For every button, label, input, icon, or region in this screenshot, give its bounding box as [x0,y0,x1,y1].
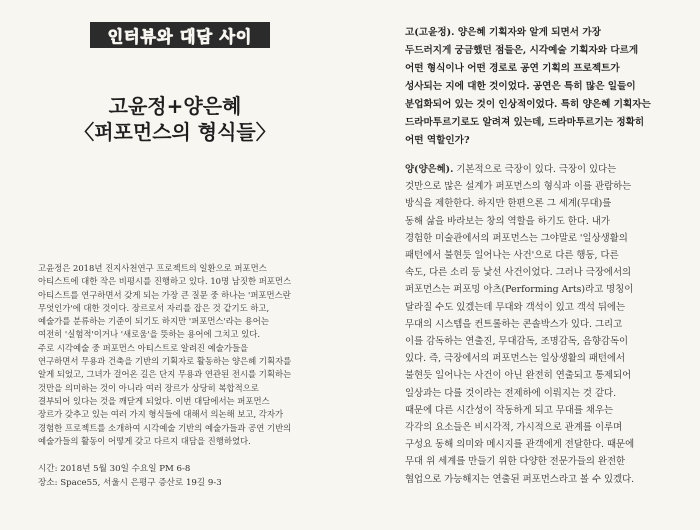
answer-line: 동해 삶을 바라보는 창의 역할을 하기도 한다. 내가 [405,215,610,227]
page-title: 고윤정+양은혜 [108,94,242,118]
answer-speaker: 양(양은혜). [405,164,454,175]
event-place: 장소: Space55, 서울시 은평구 증산로 19길 9-3 [38,478,222,488]
intro-line: 무엇인가'에 대한 것이다. 장르로서 자리를 잡은 것 같기도 하고, [38,302,270,313]
answer-line: 불현듯 일어나는 사건이 아닌 완전히 연출되고 통제되어 [405,370,632,382]
answer-line: 패턴에서 불현듯 일어나는 사건'으로 다른 행동, 다른 [405,250,619,262]
answer-line: 무대 위 세계를 만들기 위한 다양한 전문가들의 완전한 [405,456,626,468]
answer-line: 있다. 즉, 극장에서의 퍼포먼스는 일상생활의 패턴에서 [405,353,626,365]
answer-line: 속도, 다른 소리 등 낯선 사건이었다. 그러나 극장에서의 [405,267,632,279]
question-line: 성사되는 지에 대한 것이었다. 공연은 특히 많은 일들이 [405,81,636,92]
intro-line: 아티스트에 대한 작은 비평시를 진행하고 있다. 10명 남짓한 퍼포먼스 [38,276,292,287]
answer-line: 것만으로 많은 설계가 퍼포먼스의 형식과 이를 관람하는 [405,181,632,193]
intro-line: 주로 시각예술 중 퍼포먼스 아티스트로 알려진 예술가들을 [38,342,249,353]
section-banner [90,22,270,48]
question-line: 드라마투르기로도 알려져 있는데, 드라마투르기는 정확히 [405,117,645,128]
answer-paragraph [405,161,675,488]
answer-line: 무대의 시스템을 컨트롤하는 콘솔박스가 있다. 그리고 [405,318,623,330]
answer-line: 일상과는 다를 것이라는 전제하에 이뤄지는 것 같다. [405,387,617,399]
intro-line: 여전히 '실험적'이거나 '새로움'을 뜻하는 용어에 그치고 있다. [38,329,261,340]
answer-line: 각각의 요소들은 비시각적, 가시적으로 관계를 이루며 [405,422,623,434]
question-line: 고(고윤정). 양은혜 기획자와 알게 되면서 가장 [405,27,601,38]
intro-line: 고윤정은 2018년 진지사천연구 프로젝트의 일환으로 퍼포먼스 [38,263,267,273]
answer-line: 방식을 제한한다. 하지만 한편으론 그 세계(무대)를 [405,198,612,210]
intro-line: 장르가 갖추고 있는 여러 가지 형식들에 대해서 의논해 보고, 각자가 [38,409,284,420]
answer-line: 협업으로 가능해지는 연출된 퍼포먼스라고 볼 수 있겠다. [405,473,635,485]
answer-line: 달라질 수도 있겠는데 무대와 객석이 있고 객석 뒤에는 [405,301,626,313]
question-line: 분업화되어 있는 것이 인상적이었다. 특히 양은혜 기획자는 [405,99,651,110]
intro-line: 예술가를 분류하는 기준이 되기도 하지만 '퍼포먼스'라는 용어는 [38,316,269,327]
intro-line: 경험한 프로젝트를 소개하여 시각예술 기반의 예술가들과 공연 기반의 [38,422,292,433]
answer-first-line [405,161,675,178]
event-time: 시간: 2018년 5월 30일 수요일 PM 6-8 [38,464,191,474]
question-paragraph [405,24,675,150]
intro-line: 아티스트를 연구하면서 갖게 되는 가장 큰 질문 중 하나는 '퍼포먼스란 [38,289,291,300]
answer-line: 구성요 동해 의미와 메시지를 관객에게 전달한다. 때문에 [405,439,635,451]
answer-line: 이를 감독하는 연출진, 무대감독, 조명감독, 음향감독이 [405,336,629,348]
intro-paragraph [38,262,318,448]
answer-first-text: 기본적으로 극장이 있다. 극장이 있다는 [453,164,617,175]
answer-line: 경험한 미술관에서의 퍼포먼스는 그야말로 '일상생활의 [405,232,628,244]
banner-text: 인터뷰와 대담 사이 [107,26,253,46]
intro-line: 것만을 의미하는 것이 아니라 여러 장르가 상당히 복합적으로 [38,382,259,393]
question-line: 어떤 형식이나 어떤 경로로 공연 기획의 프로젝트가 [405,63,620,74]
question-line: 두드러지게 궁금했던 점들은, 시각예술 기획자와 다르게 [405,45,639,56]
intro-line: 결부되어 있다는 것을 깨닫게 되었다. 이번 대담에서는 퍼포먼스 [38,395,270,406]
page-subtitle: 〈퍼포먼스의 형식들〉 [74,120,276,144]
answer-line: 퍼포먼스는 퍼포밍 아츠(Performing Arts)라고 명칭이 [405,284,634,296]
intro-line: 알게 되었고, 그녀가 걸어온 길은 단지 무용과 연관된 전시를 기획하는 [38,369,292,380]
intro-line: 연구하면서 무용과 건축을 기반의 기획자로 활동하는 양은혜 기획자를 [38,356,292,367]
question-line: 어떤 역할인가? [405,135,470,146]
intro-line: 예술가들의 활동이 어떻게 갖고 다르지 대담을 진행하였다. [38,435,251,446]
answer-line: 때문에 다른 시간성이 작동하게 되고 무대를 채우는 [405,404,614,416]
